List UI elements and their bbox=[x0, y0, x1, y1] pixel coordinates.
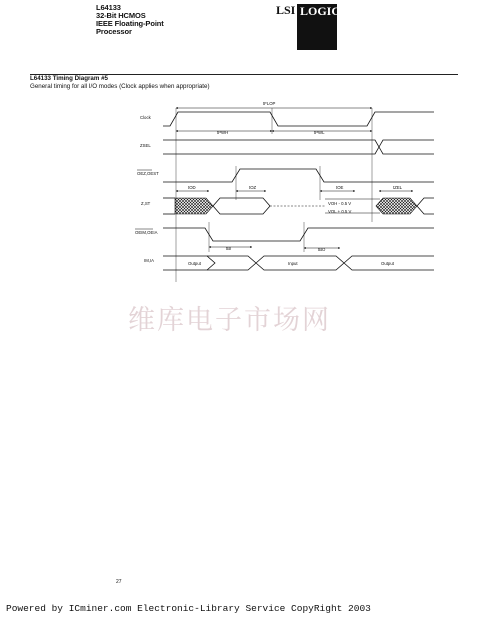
header-line-2: 32-Bit HCMOS bbox=[96, 11, 146, 20]
signal-im-ia: IM,IA bbox=[144, 258, 155, 263]
diagram-subtitle: General timing for all I/O modes (Clock applies when appropriate) bbox=[30, 83, 210, 90]
logo-lsi-text: LSI bbox=[276, 3, 296, 17]
page-number: 27 bbox=[116, 579, 122, 585]
oez-waveform bbox=[163, 169, 434, 182]
toe-label: tOE bbox=[336, 185, 344, 190]
vol-label: VOL + 0.5 V bbox=[328, 209, 352, 214]
tzel-label: tZEL bbox=[393, 185, 403, 190]
bus-output-1: Output bbox=[188, 261, 201, 266]
footer-copyright: Powered by ICminer.com Electronic-Library Service CopyRight 2003 bbox=[6, 603, 371, 614]
zst-tail-bottom bbox=[417, 206, 434, 214]
tbo-label: tBO bbox=[318, 247, 326, 252]
part-number: L64133 bbox=[96, 3, 121, 12]
voh-label: VOH - 0.5 V bbox=[328, 201, 352, 206]
signal-oez-oest: OEZ,OEST bbox=[137, 171, 159, 176]
signal-zsel: ZSEL bbox=[140, 143, 151, 148]
watermark: 维库电子市场网 bbox=[128, 305, 331, 336]
bus-output-2: Output bbox=[381, 261, 394, 266]
diagram-title: L64133 Timing Diagram #5 bbox=[30, 75, 108, 82]
imia-cross-a bbox=[207, 256, 215, 263]
bus-input: Input bbox=[288, 261, 298, 266]
tpwh-label: tPWH bbox=[217, 130, 229, 135]
signal-z-st: Z,ST bbox=[141, 201, 151, 206]
header-line-4: Processor bbox=[96, 27, 132, 36]
toz-label: tOZ bbox=[249, 185, 257, 190]
header-line-3: IEEE Floating-Point bbox=[96, 19, 164, 28]
zsel-high-line bbox=[163, 140, 434, 154]
signal-clock: Clock bbox=[140, 115, 151, 120]
imia-seg-1b bbox=[207, 256, 256, 270]
clock-waveform bbox=[163, 112, 434, 126]
zst-invalid-region-2 bbox=[376, 198, 417, 214]
signal-oeim-oeia: OEIM,OEIA bbox=[135, 230, 158, 235]
zst-valid-data bbox=[213, 198, 270, 214]
logo-logic-text: LOGIC bbox=[300, 4, 341, 18]
tflop-label: tFLOP bbox=[263, 101, 276, 106]
tod-label: tOD bbox=[188, 185, 196, 190]
tpwl-label: tPWL bbox=[314, 130, 325, 135]
zsel-low-line bbox=[163, 140, 434, 154]
tbi-label: tBI bbox=[226, 246, 232, 251]
zst-tail-top bbox=[417, 198, 434, 206]
imia-seg-input bbox=[256, 256, 344, 270]
zst-invalid-region-1 bbox=[175, 198, 213, 214]
oeim-waveform bbox=[163, 228, 434, 241]
